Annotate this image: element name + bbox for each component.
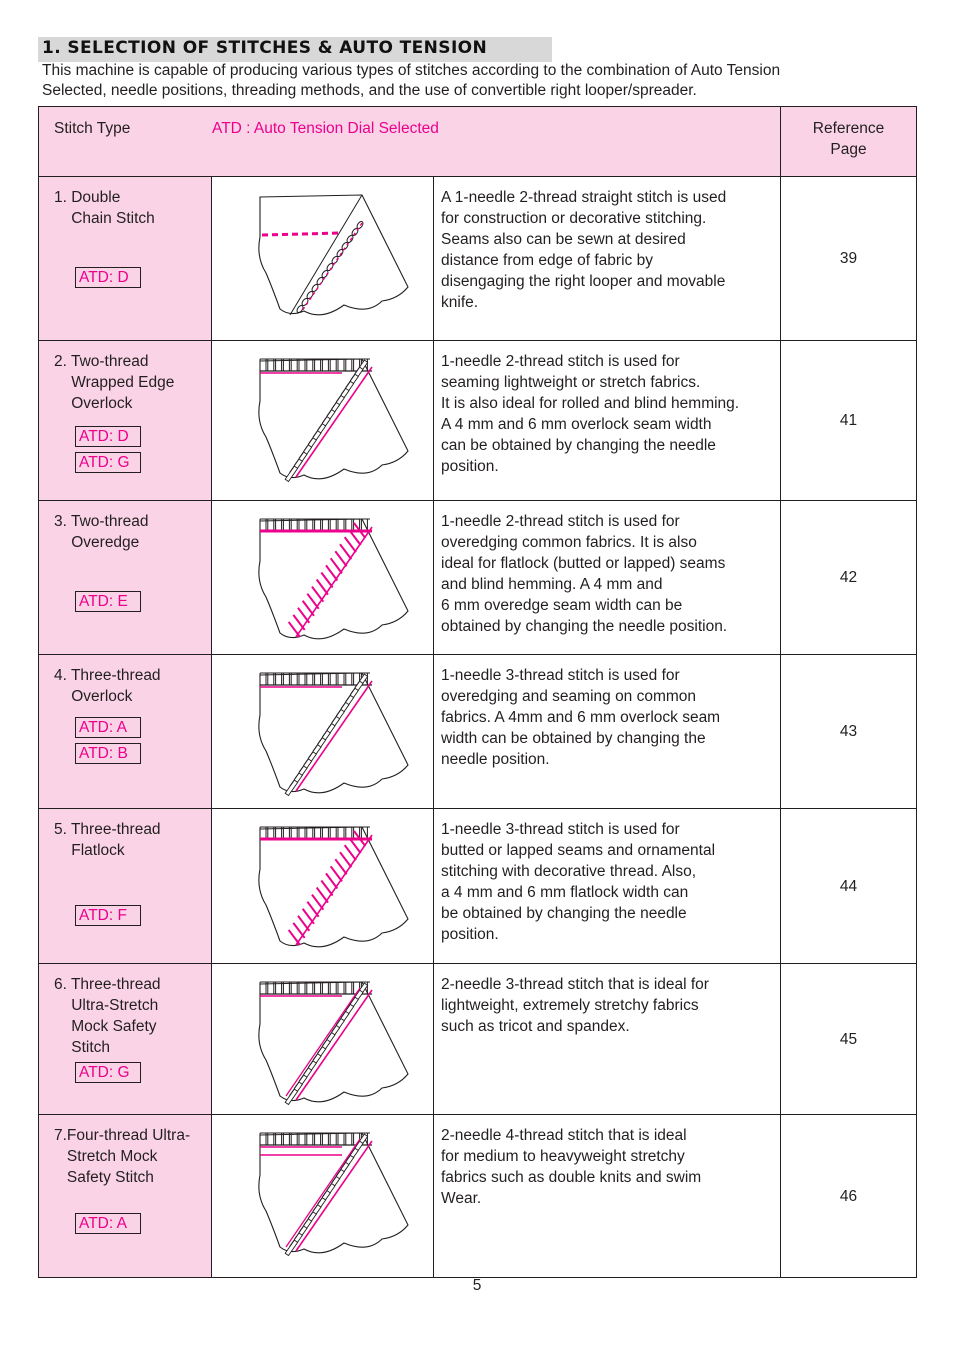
description-line: can be obtained by changing the needle: [441, 437, 716, 454]
atd-badge: ATD: F: [75, 905, 141, 926]
four-thread-mock-safety-icon: [212, 1115, 434, 1277]
stitch-name: [54, 665, 161, 707]
header-reference-line: Reference: [812, 120, 885, 137]
header-atd-legend: ATD : Auto Tension Dial Selected: [212, 120, 439, 137]
stitch-name: [54, 351, 174, 414]
stitch-row: [39, 964, 917, 1115]
stitch-illustration-cell: [212, 655, 434, 809]
reference-page-number: 44: [781, 809, 917, 964]
description-line: 1-needle 2-thread stitch is used for: [441, 353, 680, 370]
atd-badge: ATD: G: [75, 1062, 141, 1083]
three-thread-mock-safety-icon: [212, 964, 434, 1114]
stitch-name: [54, 974, 161, 1058]
stitch-name-line: 2. Two-thread: [54, 353, 149, 370]
atd-badge: ATD: A: [75, 1213, 141, 1234]
reference-page-number: 39: [781, 177, 917, 341]
description-line: seaming lightweight or stretch fabrics.: [441, 374, 701, 391]
stitch-name-line: Mock Safety: [54, 1018, 157, 1035]
stitch-name: [54, 1125, 190, 1188]
stitch-row: [39, 177, 917, 341]
description-line: knife.: [441, 294, 479, 311]
description-line: fabrics such as double knits and swim: [441, 1169, 702, 1186]
stitch-name-line: Safety Stitch: [54, 1169, 154, 1186]
description-line: for medium to heavyweight stretchy: [441, 1148, 685, 1165]
description-line: A 1-needle 2-thread straight stitch is used: [441, 189, 727, 206]
page-number: 5: [472, 1277, 482, 1294]
description-line: lightweight, extremely stretchy fabrics: [441, 997, 699, 1014]
description-line: for construction or decorative stitching.: [441, 210, 707, 227]
stitch-name-line: Flatlock: [54, 842, 125, 859]
stitch-name-line: 5. Three-thread: [54, 821, 161, 838]
description-line: stitching with decorative thread. Also,: [441, 863, 697, 880]
stitch-name-cell: [39, 177, 212, 341]
stitch-name-cell: [39, 809, 212, 964]
stitch-description: [434, 964, 781, 1115]
stitch-name: [54, 187, 155, 229]
stitch-illustration-cell: [212, 341, 434, 501]
stitch-row: [39, 809, 917, 964]
double-chain-stitch-icon: [212, 177, 434, 340]
description-line: position.: [441, 458, 499, 475]
section-title-bar: [38, 37, 552, 62]
description-line: obtained by changing the needle position.: [441, 618, 728, 635]
atd-badge: ATD: D: [75, 426, 141, 447]
two-thread-wrapped-overlock-icon: [212, 341, 434, 500]
description-line: 2-needle 4-thread stitch that is ideal: [441, 1127, 687, 1144]
stitch-name-line: Ultra-Stretch: [54, 997, 159, 1014]
description-line: and blind hemming. A 4 mm and: [441, 576, 663, 593]
reference-page-number: 46: [781, 1115, 917, 1278]
description-line: such as tricot and spandex.: [441, 1018, 630, 1035]
stitch-illustration-cell: [212, 177, 434, 341]
description-line: width can be obtained by changing the: [441, 730, 706, 747]
section-title: 1. SELECTION OF STITCHES & AUTO TENSION: [42, 38, 488, 58]
stitch-name-line: Overedge: [54, 534, 140, 551]
stitch-description: [434, 655, 781, 809]
description-line: overedging and seaming on common: [441, 688, 697, 705]
stitch-illustration-cell: [212, 809, 434, 964]
description-line: distance from edge of fabric by: [441, 252, 653, 269]
description-line: A 4 mm and 6 mm overlock seam width: [441, 416, 712, 433]
stitch-name-cell: [39, 655, 212, 809]
table-header-row: [39, 107, 917, 177]
reference-page-number: 41: [781, 341, 917, 501]
stitch-description: [434, 809, 781, 964]
atd-badge: ATD: G: [75, 452, 141, 473]
stitch-description: [434, 1115, 781, 1278]
two-thread-overedge-icon: [212, 501, 434, 654]
description-line: disengaging the right looper and movable: [441, 273, 726, 290]
stitch-name-line: 3. Two-thread: [54, 513, 149, 530]
three-thread-overlock-icon: [212, 655, 434, 808]
stitch-name-line: Wrapped Edge: [54, 374, 175, 391]
reference-page-number: 45: [781, 964, 917, 1115]
stitch-name-line: Chain Stitch: [54, 210, 155, 227]
description-line: overedging common fabrics. It is also: [441, 534, 697, 551]
description-line: a 4 mm and 6 mm flatlock width can: [441, 884, 689, 901]
reference-page-number: 42: [781, 501, 917, 655]
description-line: butted or lapped seams and ornamental: [441, 842, 716, 859]
description-line: ideal for flatlock (butted or lapped) seams: [441, 555, 726, 572]
description-line: 1-needle 2-thread stitch is used for: [441, 513, 680, 530]
stitch-illustration-cell: [212, 964, 434, 1115]
three-thread-flatlock-icon: [212, 809, 434, 963]
intro-line: This machine is capable of producing various types of stitches according to the combination of Auto Tension: [42, 62, 781, 79]
stitch-name-cell: [39, 964, 212, 1115]
stitch-name-line: 7.Four-thread Ultra-: [54, 1127, 191, 1144]
stitch-name-line: 6. Three-thread: [54, 976, 161, 993]
description-line: It is also ideal for rolled and blind hemming.: [441, 395, 740, 412]
description-line: be obtained by changing the needle: [441, 905, 687, 922]
stitch-name-line: Overlock: [54, 688, 133, 705]
atd-badge: ATD: A: [75, 717, 141, 738]
stitch-row: [39, 655, 917, 809]
stitch-name-line: 1. Double: [54, 189, 121, 206]
stitch-description: [434, 501, 781, 655]
atd-badge: ATD: D: [75, 267, 141, 288]
description-line: needle position.: [441, 751, 550, 768]
description-line: 6 mm overedge seam width can be: [441, 597, 683, 614]
stitch-table: [38, 106, 917, 1278]
intro-line: Selected, needle positions, threading methods, and the use of convertible right looper/spreader.: [42, 82, 697, 99]
stitch-name-line: 4. Three-thread: [54, 667, 161, 684]
stitch-row: [39, 1115, 917, 1278]
stitch-illustration-cell: [212, 501, 434, 655]
description-line: Seams also can be sewn at desired: [441, 231, 686, 248]
description-line: 1-needle 3-thread stitch is used for: [441, 667, 680, 684]
atd-badge: ATD: E: [75, 591, 141, 612]
header-stitch-type: Stitch Type: [54, 120, 131, 137]
stitch-name-cell: [39, 501, 212, 655]
header-reference-page: [781, 107, 917, 177]
stitch-row: [39, 501, 917, 655]
atd-badge: ATD: B: [75, 743, 141, 764]
stitch-name-line: Stretch Mock: [54, 1148, 158, 1165]
description-line: position.: [441, 926, 499, 943]
header-stitch-type-cell: [39, 107, 781, 177]
stitch-illustration-cell: [212, 1115, 434, 1278]
intro-paragraph: [42, 61, 922, 101]
header-reference-line: Page: [830, 141, 867, 158]
stitch-name: [54, 819, 161, 861]
stitch-row: [39, 341, 917, 501]
reference-page-number: 43: [781, 655, 917, 809]
stitch-name-line: Stitch: [54, 1039, 110, 1056]
stitch-name-line: Overlock: [54, 395, 133, 412]
description-line: Wear.: [441, 1190, 482, 1207]
stitch-name-cell: [39, 1115, 212, 1278]
description-line: 2-needle 3-thread stitch that is ideal for: [441, 976, 709, 993]
stitch-description: [434, 177, 781, 341]
stitch-description: [434, 341, 781, 501]
description-line: 1-needle 3-thread stitch is used for: [441, 821, 680, 838]
stitch-name: [54, 511, 149, 553]
stitch-name-cell: [39, 341, 212, 501]
description-line: fabrics. A 4mm and 6 mm overlock seam: [441, 709, 721, 726]
